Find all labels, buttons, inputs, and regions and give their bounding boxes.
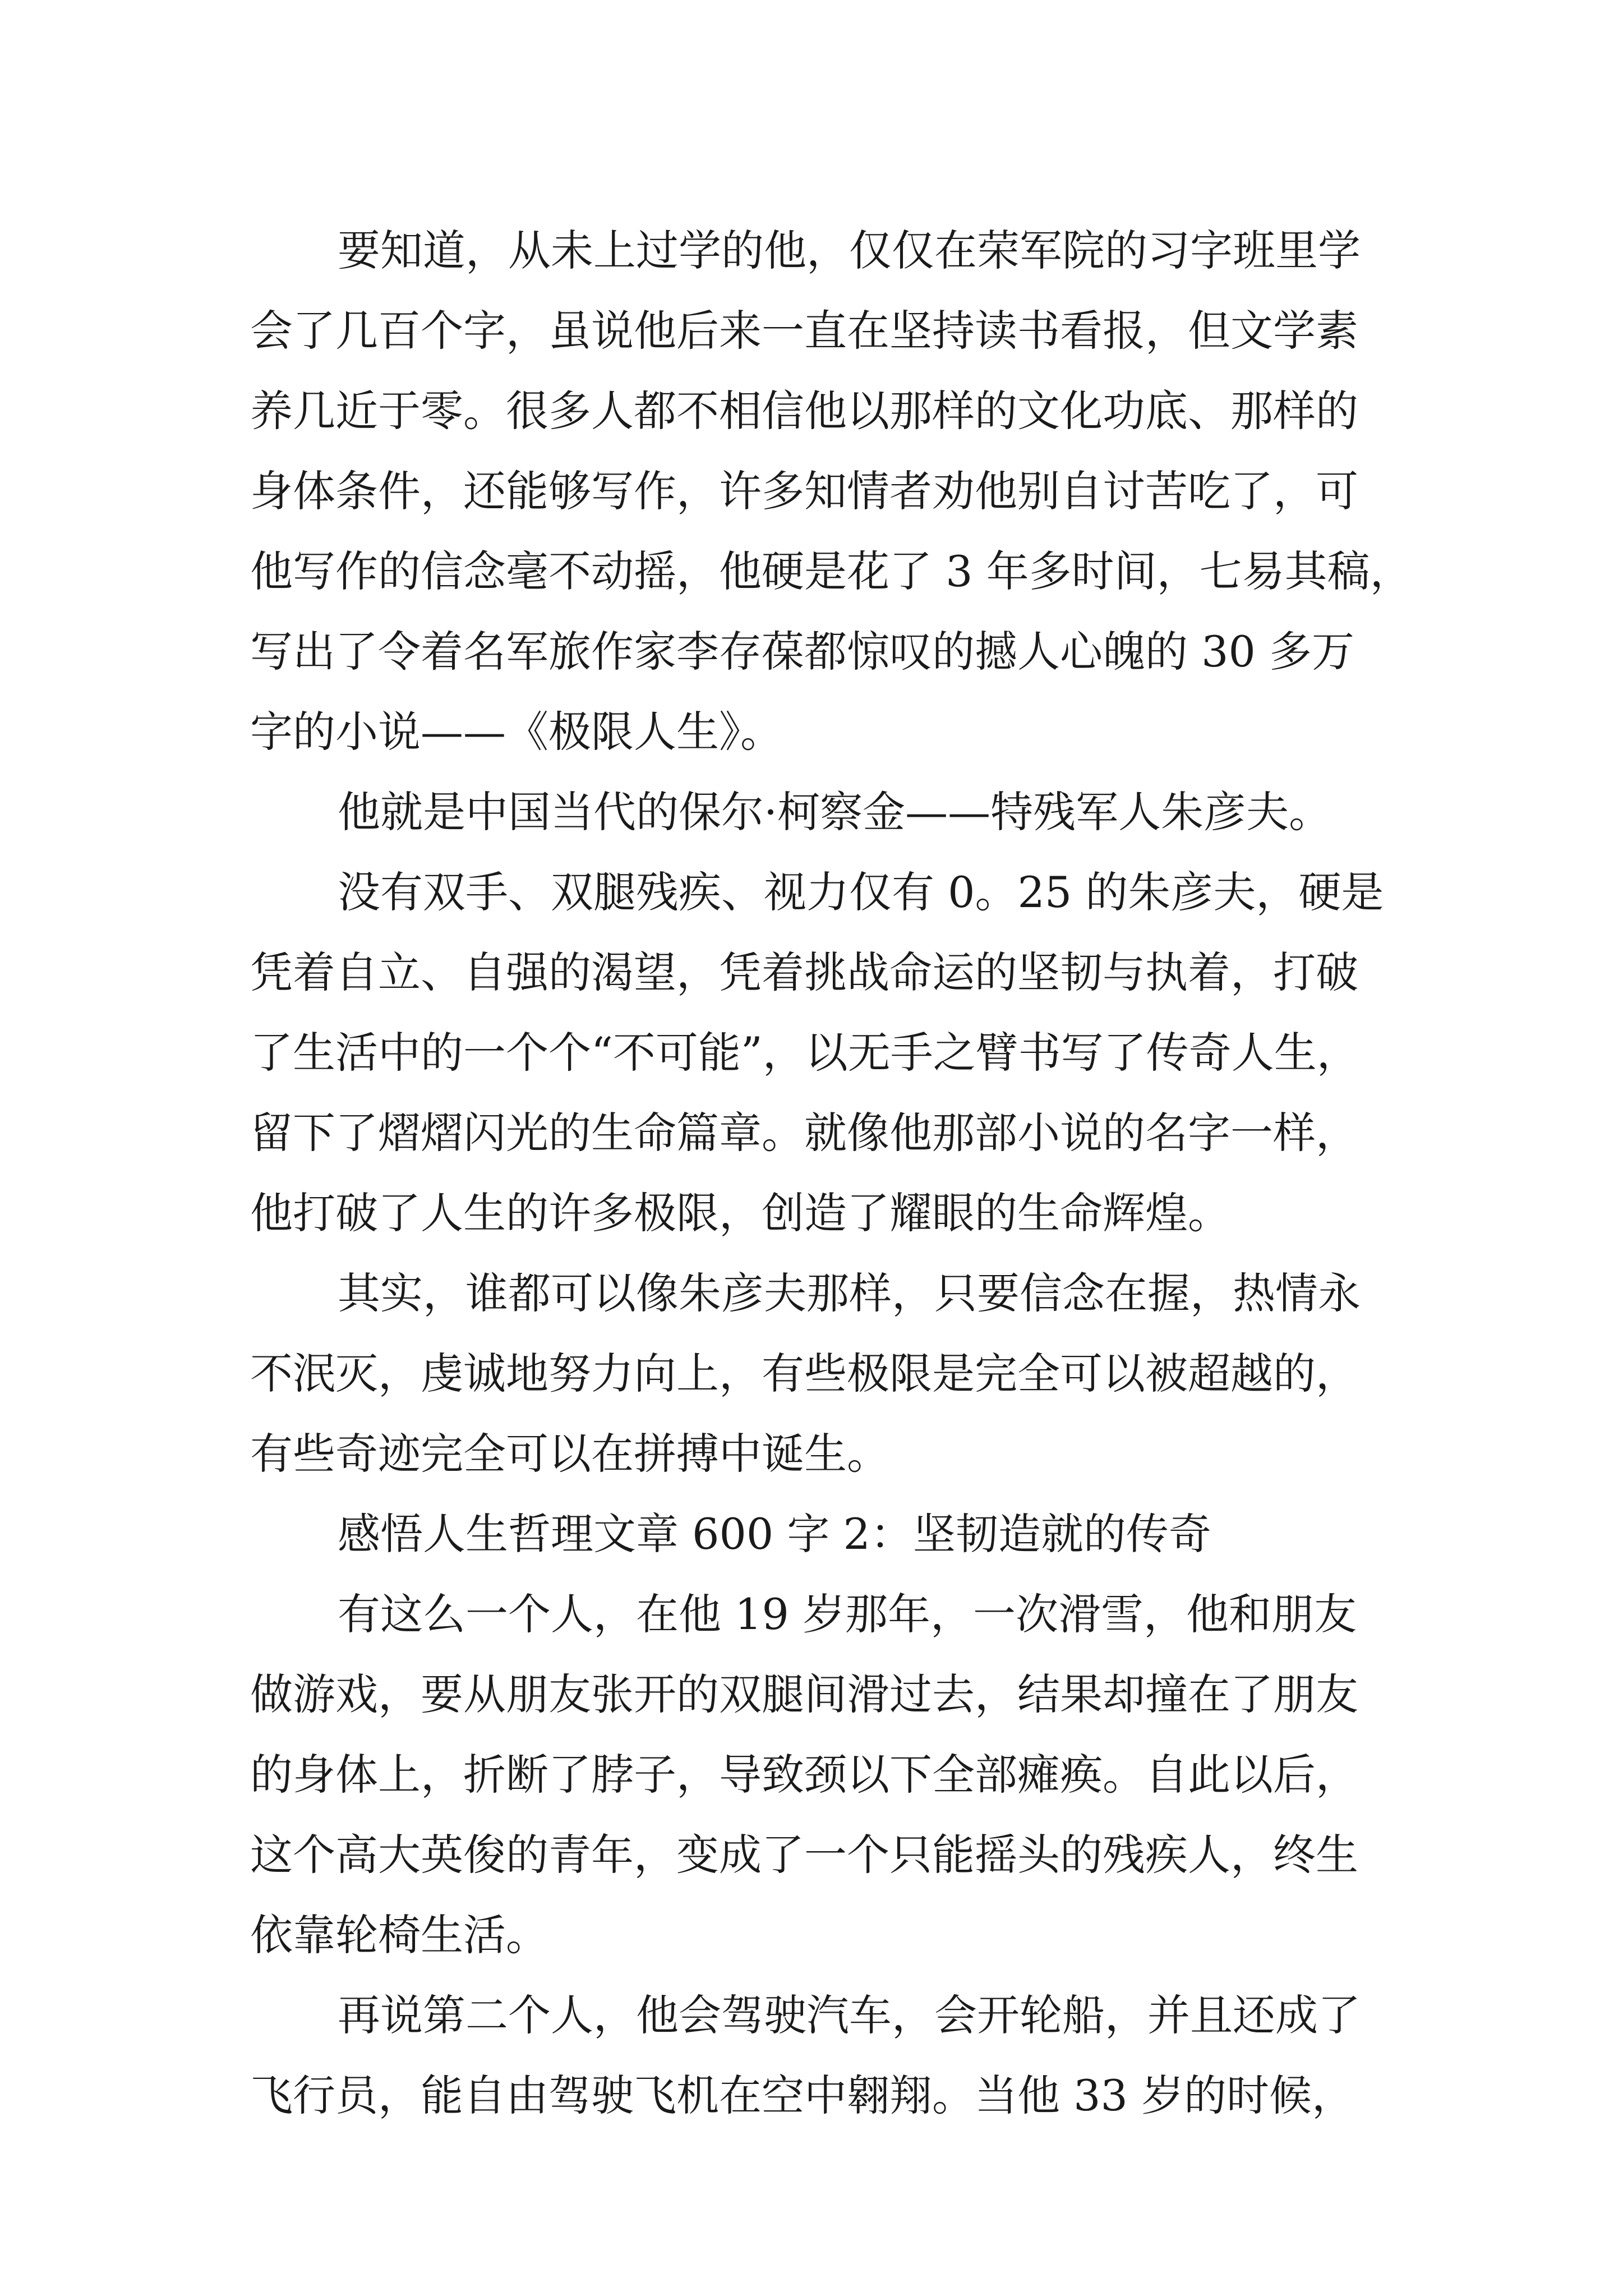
text-line: 飞行员，能自由驾驶飞机在空中翱翔。当他 33 岁的时候， (250, 2070, 1355, 2120)
text-line: 写出了令着名军旅作家李存葆都惊叹的撼人心魄的 30 多万 (250, 627, 1355, 677)
text-line: 养几近于零。很多人都不相信他以那样的文化功底、那样的 (250, 386, 1358, 436)
text-line: 依靠轮椅生活。 (250, 1910, 548, 1960)
text-line: 字的小说——《极限人生》。 (250, 707, 783, 757)
text-line: 留下了熠熠闪光的生命篇章。就像他那部小说的名字一样， (250, 1108, 1358, 1158)
text-line: 没有双手、双腿残疾、视力仅有 0。25 的朱彦夫，硬是 (338, 867, 1384, 917)
text-line: 的身体上，折断了脖子，导致颈以下全部瘫痪。自此以后， (250, 1750, 1358, 1800)
text-line: 会了几百个字，虽说他后来一直在坚持读书看报，但文学素 (250, 306, 1358, 356)
text-line: 他打破了人生的许多极限，创造了耀眼的生命辉煌。 (250, 1188, 1230, 1238)
text-line: 凭着自立、自强的渴望，凭着挑战命运的坚韧与执着，打破 (250, 947, 1358, 997)
section-heading: 感悟人生哲理文章 600 字 2：坚韧造就的传奇 (338, 1509, 1211, 1559)
text-line: 他写作的信念毫不动摇，他硬是花了 3 年多时间，七易其稿， (250, 546, 1413, 596)
text-line: 了生活中的一个个“不可能”，以无手之臂书写了传奇人生， (250, 1028, 1359, 1078)
text-line: 有这么一个人，在他 19 岁那年，一次滑雪，他和朋友 (338, 1589, 1357, 1639)
text-line: 再说第二个人，他会驾驶汽车，会开轮船，并且还成了 (338, 1990, 1361, 2040)
text-line: 这个高大英俊的青年，变成了一个只能摇头的残疾人，终生 (250, 1830, 1358, 1880)
text-line: 不泯灭，虔诚地努力向上，有些极限是完全可以被超越的， (250, 1349, 1358, 1398)
text-line: 有些奇迹完全可以在拼搏中诞生。 (250, 1429, 889, 1479)
text-line: 他就是中国当代的保尔·柯察金——特残军人朱彦夫。 (338, 787, 1332, 837)
text-line: 要知道，从未上过学的他，仅仅在荣军院的习字班里学 (338, 226, 1361, 275)
text-line: 身体条件，还能够写作，许多知情者劝他别自讨苦吃了，可 (250, 466, 1358, 516)
text-line: 其实，谁都可以像朱彦夫那样，只要信念在握，热情永 (338, 1268, 1361, 1318)
text-line: 做游戏，要从朋友张开的双腿间滑过去，结果却撞在了朋友 (250, 1669, 1358, 1719)
